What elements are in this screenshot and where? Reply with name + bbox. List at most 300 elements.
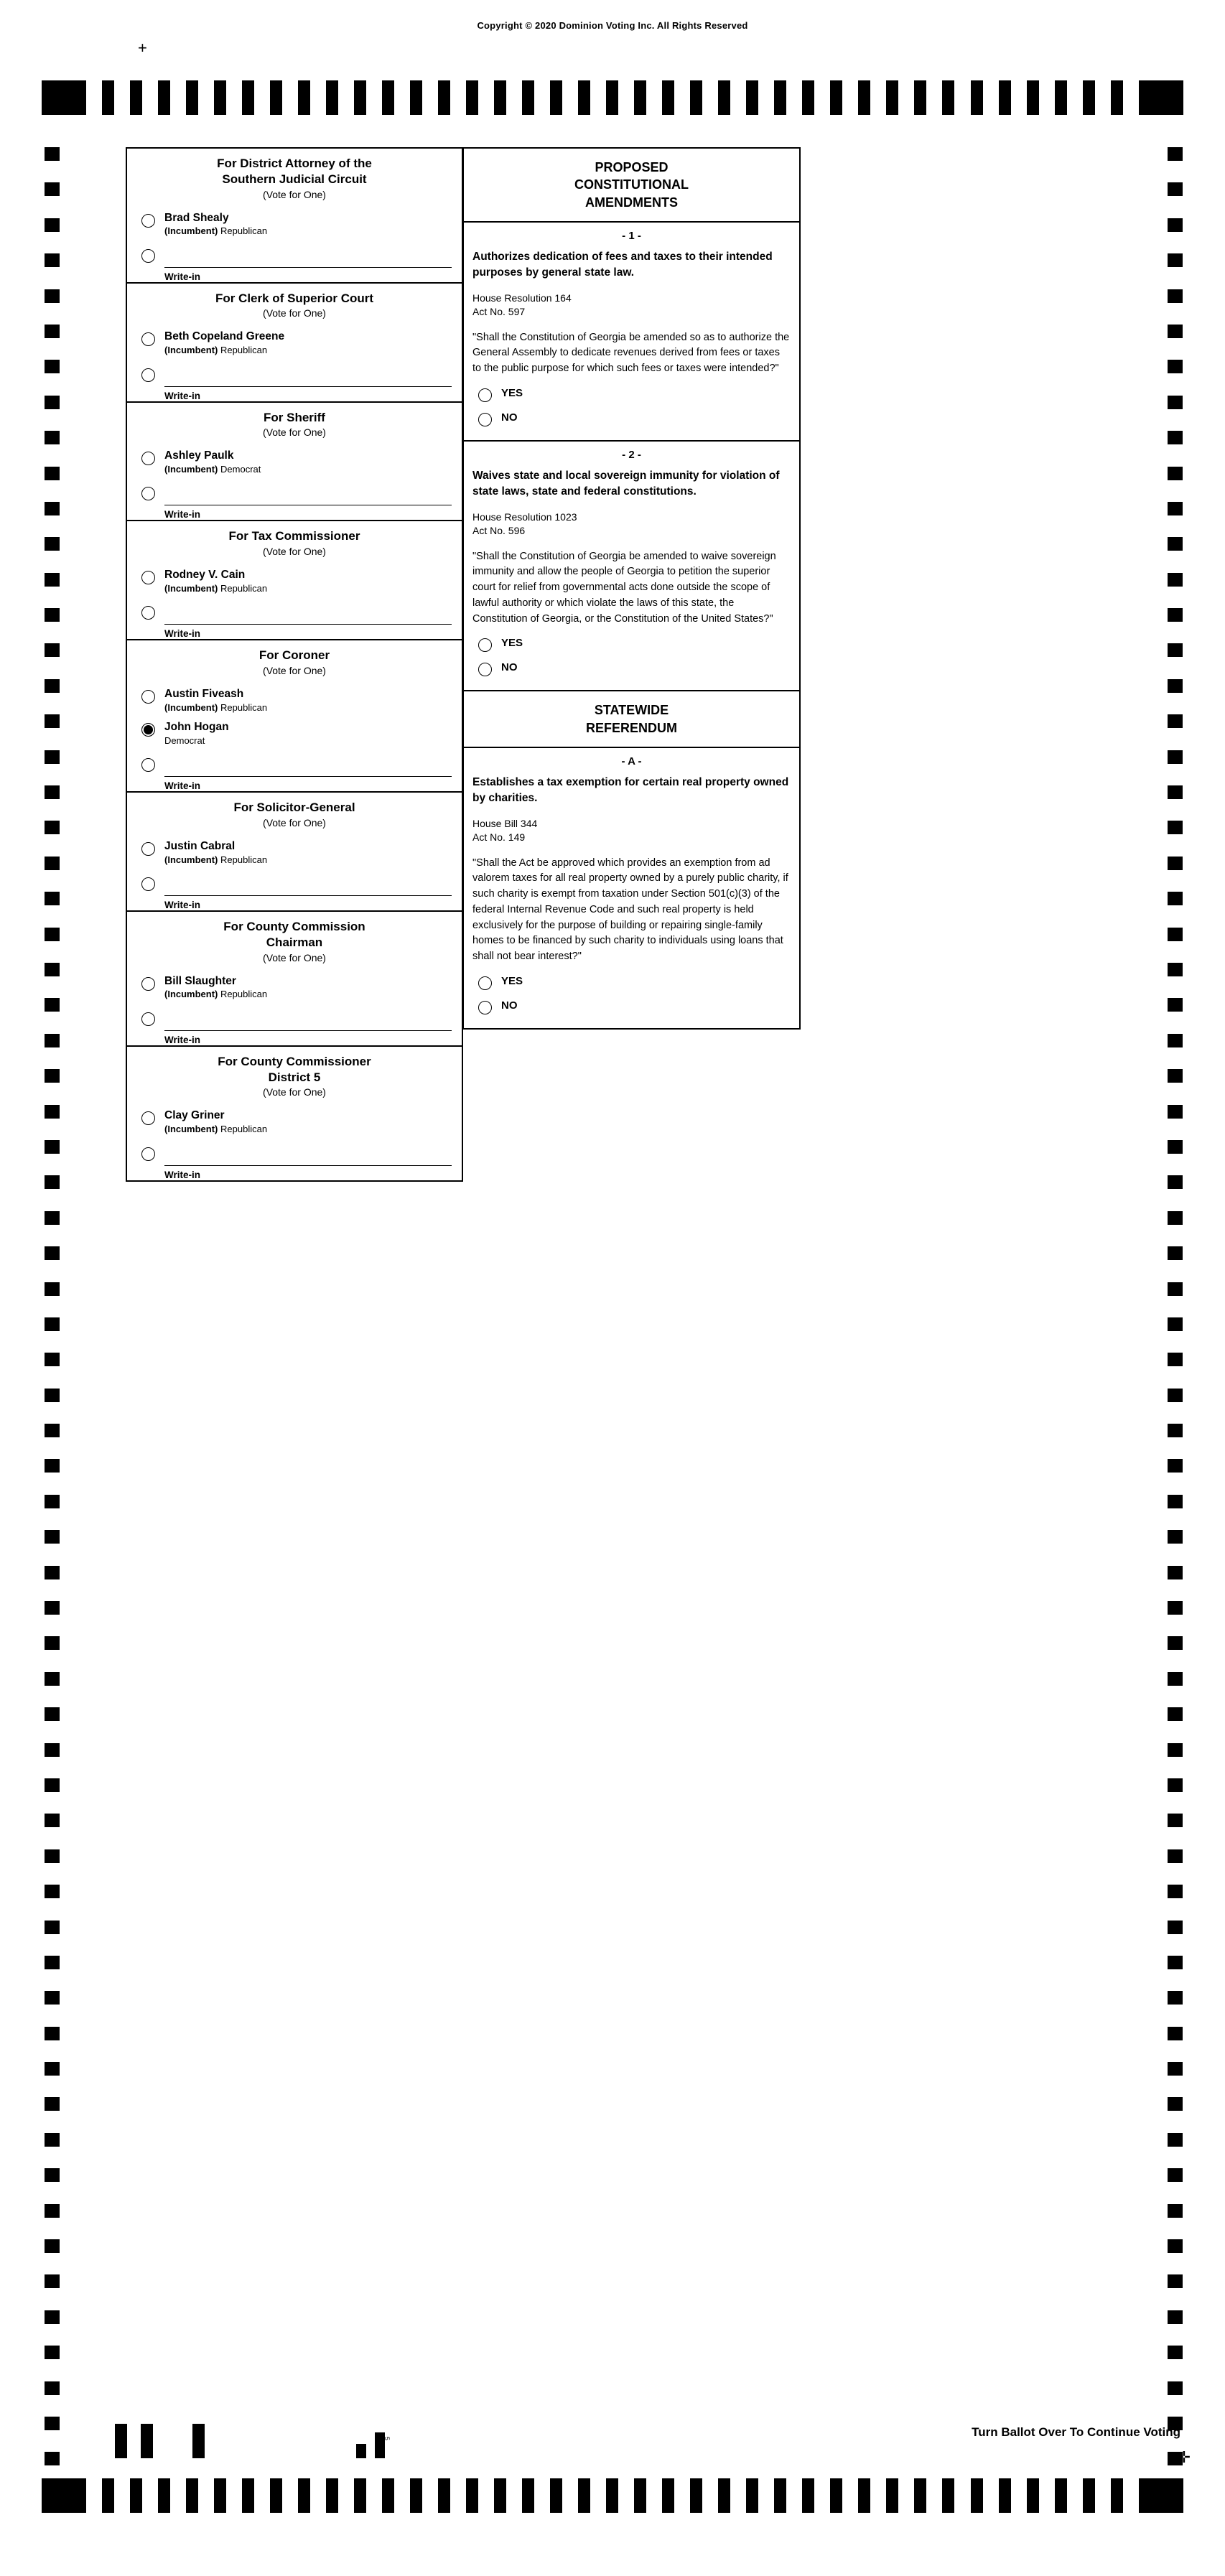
contest-title (127, 284, 462, 307)
timing-mark (45, 2062, 60, 2076)
party-name: Democrat (164, 734, 205, 746)
candidate-party (164, 344, 453, 357)
measure-no-option[interactable] (472, 409, 791, 433)
timing-mark (45, 714, 60, 728)
timing-mark (1168, 1353, 1183, 1366)
write-in-option[interactable] (127, 869, 462, 910)
contest (127, 912, 462, 1047)
candidate-oval[interactable] (141, 571, 155, 584)
timing-mark (522, 80, 534, 115)
timing-mark (410, 80, 422, 115)
measure-number: - A - (621, 755, 642, 767)
measure-reference-line: House Resolution 1023 (472, 510, 577, 523)
timing-mark (130, 80, 142, 115)
timing-mark (1168, 2274, 1183, 2288)
timing-mark (578, 2478, 590, 2513)
timing-mark (494, 80, 506, 115)
timing-mark (1111, 80, 1123, 115)
incumbent-marker: (Incumbent) (164, 463, 218, 475)
timing-mark (45, 1707, 60, 1721)
measure-number: - 1 - (622, 229, 641, 242)
timing-mark (858, 2478, 870, 2513)
timing-mark (1168, 1991, 1183, 2005)
timing-mark (858, 80, 870, 115)
write-in-oval[interactable] (141, 368, 155, 382)
timing-mark (1168, 253, 1183, 267)
measure-yes-oval[interactable] (478, 388, 492, 402)
timing-mark (1083, 2478, 1095, 2513)
candidate-option[interactable] (127, 1105, 462, 1138)
timing-mark (971, 80, 983, 115)
timing-marks-right (1168, 147, 1183, 2466)
write-in-label: Write-in (164, 509, 200, 521)
timing-mark (45, 2274, 60, 2288)
candidate-name: Beth Copeland Greene (164, 330, 285, 343)
contest-title-line: Chairman (266, 935, 323, 949)
timing-mark (1168, 1175, 1183, 1189)
contest (127, 521, 462, 640)
timing-mark (1168, 1636, 1183, 1650)
timing-mark (186, 2478, 198, 2513)
timing-mark (45, 1530, 60, 1544)
timing-mark (45, 431, 60, 444)
party-name: Republican (220, 1123, 268, 1134)
candidate-name: Brad Shealy (164, 211, 229, 224)
timing-mark (45, 1778, 60, 1792)
timing-mark (45, 2168, 60, 2182)
timing-mark (45, 1636, 60, 1650)
contest-title-line: For County Commissioner (218, 1054, 371, 1068)
timing-mark (830, 2478, 842, 2513)
timing-mark (746, 2478, 758, 2513)
timing-mark (1168, 1424, 1183, 1437)
timing-mark (1168, 2346, 1183, 2359)
incumbent-marker: (Incumbent) (164, 1123, 218, 1134)
write-in-line[interactable] (164, 776, 452, 777)
timing-mark (1168, 2133, 1183, 2147)
timing-mark (45, 821, 60, 834)
header-line: REFERENDUM (585, 720, 677, 735)
timing-mark (1168, 573, 1183, 587)
timing-mark (746, 80, 758, 115)
timing-mark (192, 2424, 205, 2458)
incumbent-marker: (Incumbent) (164, 582, 218, 594)
contest-title-line: For Clerk of Superior Court (215, 291, 374, 305)
timing-mark (45, 1211, 60, 1225)
timing-mark (354, 2478, 366, 2513)
write-in-line[interactable] (164, 1030, 452, 1031)
timing-marks-top (42, 80, 1183, 115)
timing-mark (718, 80, 730, 115)
timing-mark (45, 1459, 60, 1473)
timing-mark (45, 1282, 60, 1296)
write-in-line[interactable] (164, 895, 452, 896)
timing-mark (1168, 360, 1183, 373)
ballot-measure (464, 442, 799, 691)
turn-ballot-over-instruction: Turn Ballot Over To Continue Voting (972, 2425, 1180, 2439)
candidate-option[interactable] (127, 445, 462, 478)
candidate-oval[interactable] (141, 1111, 155, 1125)
timing-mark (45, 360, 60, 373)
contest (127, 640, 462, 793)
timing-mark (45, 1140, 60, 1154)
timing-mark (45, 2452, 60, 2465)
timing-mark (45, 573, 60, 587)
timing-mark (1055, 80, 1067, 115)
timing-mark (45, 1175, 60, 1189)
write-in-oval[interactable] (141, 1147, 155, 1161)
timing-mark (45, 2417, 60, 2430)
measure-text: "Shall the Act be approved which provides an exemption from ad valorem taxes for all real property owned by a purely public charity, if such charity is exempt from taxation under Section 501(c)(3) of the federal Internal Revenue Code and such real property is held exclusively for the purpose of building or repairing single-family homes to be financed by such charity to individuals using loans that shall not bear interest?" (472, 857, 788, 963)
timing-mark (1168, 1743, 1183, 1757)
timing-mark (1168, 785, 1183, 799)
measure-yes-label: YES (501, 637, 523, 650)
incumbent-marker: (Incumbent) (164, 344, 218, 355)
write-in-option[interactable] (127, 1004, 462, 1045)
timing-mark (45, 1814, 60, 1827)
candidate-oval[interactable] (141, 842, 155, 856)
timing-mark (1168, 1672, 1183, 1686)
contest-title-line: For Sheriff (264, 410, 325, 424)
contest-title (127, 1047, 462, 1086)
timing-mark (45, 2346, 60, 2359)
timing-mark (141, 2424, 153, 2458)
contest-instruction: (Vote for One) (263, 951, 326, 963)
timing-mark (45, 325, 60, 338)
timing-mark (1168, 1849, 1183, 1863)
candidate-option[interactable] (127, 326, 462, 359)
timing-mark (45, 2133, 60, 2147)
timing-mark (1055, 2478, 1067, 2513)
contest-instruction: (Vote for One) (263, 817, 326, 829)
write-in-oval[interactable] (141, 1012, 155, 1026)
measure-summary: Waives state and local sovereign immunity for violation of state laws, state and federal constitutions. (472, 469, 780, 498)
measure-reference-line: Act No. 597 (472, 305, 526, 317)
timing-mark (354, 80, 366, 115)
measure-no-label: NO (501, 999, 518, 1012)
timing-mark (45, 1424, 60, 1437)
timing-mark (1168, 2027, 1183, 2040)
timing-mark (662, 80, 674, 115)
measure-no-option[interactable] (472, 658, 791, 683)
timing-mark (45, 750, 60, 764)
timing-mark (45, 1246, 60, 1260)
timing-mark (1168, 1956, 1183, 1969)
candidate-option[interactable] (127, 836, 462, 869)
write-in-option[interactable] (127, 1139, 462, 1180)
timing-mark (45, 1034, 60, 1047)
timing-mark (130, 2478, 142, 2513)
candidate-name: Austin Fiveash (164, 688, 244, 701)
timing-mark (1168, 1389, 1183, 1402)
timing-mark (298, 80, 310, 115)
measure-no-option[interactable] (472, 997, 791, 1021)
timing-mark (438, 80, 450, 115)
timing-mark (356, 2444, 366, 2458)
timing-mark (45, 1317, 60, 1331)
ballot-measure (464, 748, 799, 1028)
measure-no-label: NO (501, 661, 518, 674)
contest (127, 793, 462, 912)
contest-instruction: (Vote for One) (263, 188, 326, 200)
contest-title-line: District 5 (268, 1070, 321, 1084)
timing-mark (522, 2478, 534, 2513)
timing-mark (45, 608, 60, 622)
timing-mark (802, 2478, 814, 2513)
header-line: CONSTITUTIONAL (574, 177, 689, 192)
timing-mark (1083, 80, 1095, 115)
timing-mark (1168, 1885, 1183, 1898)
contest-title (127, 403, 462, 426)
timing-mark (45, 963, 60, 976)
contest-title (127, 521, 462, 544)
party-name: Republican (220, 701, 268, 713)
timing-mark (42, 80, 86, 115)
timing-mark (45, 1601, 60, 1615)
timing-mark (382, 80, 394, 115)
measure-yes-option[interactable] (472, 634, 791, 658)
timing-mark (1168, 1246, 1183, 1260)
timing-mark (690, 80, 702, 115)
timing-mark (45, 253, 60, 267)
write-in-label: Write-in (164, 1169, 200, 1180)
measure-no-oval[interactable] (478, 663, 492, 676)
candidate-option[interactable] (127, 683, 462, 717)
timing-mark (634, 2478, 646, 2513)
candidate-oval[interactable] (141, 452, 155, 465)
write-in-oval[interactable] (141, 487, 155, 500)
timing-mark (1168, 218, 1183, 232)
timing-mark (45, 643, 60, 657)
measure-reference-line: House Resolution 164 (472, 291, 572, 304)
contest-instruction: (Vote for One) (263, 665, 326, 677)
timing-mark (1168, 1921, 1183, 1934)
write-in-oval[interactable] (141, 877, 155, 891)
timing-mark (158, 2478, 170, 2513)
registration-mark-icon: ✛ (1177, 2448, 1191, 2466)
timing-mark (999, 2478, 1011, 2513)
timing-mark (1168, 750, 1183, 764)
timing-mark (45, 502, 60, 515)
measure-summary: Authorizes dedication of fees and taxes to their intended purposes by general state law. (472, 250, 773, 279)
timing-mark (1168, 467, 1183, 480)
timing-mark (1168, 608, 1183, 622)
measure-no-label: NO (501, 411, 518, 424)
write-in-oval[interactable] (141, 606, 155, 620)
measure-reference (472, 817, 791, 844)
candidate-oval[interactable] (141, 723, 155, 737)
timing-mark (1168, 1317, 1183, 1331)
timing-mark (42, 2478, 86, 2513)
contest (127, 1047, 462, 1180)
timing-mark (45, 1566, 60, 1579)
timing-mark (186, 80, 198, 115)
timing-mark (45, 1353, 60, 1366)
measure-yes-option[interactable] (472, 972, 791, 997)
incumbent-marker: (Incumbent) (164, 225, 218, 237)
timing-mark (45, 1921, 60, 1934)
timing-mark (45, 928, 60, 941)
timing-mark (1168, 431, 1183, 444)
timing-marks-left (45, 147, 60, 2466)
statewide-referendum-header (464, 691, 799, 748)
timing-mark (1168, 1211, 1183, 1225)
write-in-option[interactable] (127, 750, 462, 791)
write-in-line[interactable] (164, 1165, 452, 1166)
timing-mark (1168, 396, 1183, 409)
measure-text: "Shall the Constitution of Georgia be amended so as to authorize the General Assembly to dedicate revenues derived from fees or taxes to the public purpose for which such fees or taxes were intended?" (472, 331, 790, 375)
timing-mark (774, 2478, 786, 2513)
write-in-option[interactable] (127, 360, 462, 401)
timing-mark (45, 1069, 60, 1083)
timing-mark (1168, 1105, 1183, 1119)
measure-yes-option[interactable] (472, 384, 791, 409)
candidate-oval[interactable] (141, 332, 155, 346)
timing-mark (45, 2310, 60, 2324)
contest-title (127, 912, 462, 951)
party-name: Republican (220, 344, 268, 355)
timing-mark (1168, 892, 1183, 905)
contest-title (127, 793, 462, 816)
timing-mark (115, 2424, 127, 2458)
timing-mark (1168, 857, 1183, 870)
candidate-oval[interactable] (141, 690, 155, 704)
candidate-name: Clay Griner (164, 1109, 225, 1122)
candidate-party (164, 701, 453, 714)
write-in-oval[interactable] (141, 249, 155, 263)
header-line: AMENDMENTS (585, 195, 678, 210)
timing-mark (298, 2478, 310, 2513)
contest-title-line: Southern Judicial Circuit (222, 172, 367, 186)
timing-mark (45, 2204, 60, 2218)
timing-mark (214, 80, 226, 115)
candidate-name: Justin Cabral (164, 840, 236, 853)
timing-mark (102, 80, 114, 115)
timing-mark (1168, 147, 1183, 161)
timing-mark (270, 80, 282, 115)
timing-mark (45, 1956, 60, 1969)
candidate-party (164, 463, 453, 476)
timing-mark (1168, 289, 1183, 303)
candidate-party (164, 854, 453, 867)
timing-mark (102, 2478, 114, 2513)
candidate-oval[interactable] (141, 214, 155, 228)
timing-mark (45, 892, 60, 905)
timing-mark (942, 80, 954, 115)
ballot-measure (464, 223, 799, 442)
write-in-oval[interactable] (141, 758, 155, 772)
ballot-left-column (126, 147, 463, 1182)
contest (127, 149, 462, 284)
measure-yes-oval[interactable] (478, 976, 492, 990)
contest-title-line: For District Attorney of the (217, 157, 372, 170)
timing-mark (1168, 821, 1183, 834)
timing-mark (1168, 1530, 1183, 1544)
timing-mark (662, 2478, 674, 2513)
timing-marks-bottom (42, 2478, 1183, 2513)
timing-mark (45, 537, 60, 551)
measure-reference-line: Act No. 149 (472, 831, 526, 843)
timing-mark (1168, 2381, 1183, 2395)
timing-mark (802, 80, 814, 115)
timing-mark (270, 2478, 282, 2513)
measure-no-oval[interactable] (478, 1001, 492, 1014)
timing-mark (1027, 80, 1039, 115)
timing-mark (45, 467, 60, 480)
timing-mark (1168, 1566, 1183, 1579)
timing-mark (326, 80, 338, 115)
timing-mark (1168, 1778, 1183, 1792)
contest-title-line: For Solicitor-General (233, 801, 355, 815)
candidate-option[interactable] (127, 207, 462, 241)
timing-mark (45, 785, 60, 799)
timing-mark (45, 998, 60, 1012)
candidate-option[interactable] (127, 564, 462, 597)
header-line: PROPOSED (595, 160, 669, 174)
measure-reference (472, 510, 791, 538)
timing-mark (1168, 1601, 1183, 1615)
contest-instruction: (Vote for One) (263, 426, 326, 439)
ballot-page-number: 5 (383, 2437, 391, 2441)
party-name: Republican (220, 854, 268, 865)
write-in-line[interactable] (164, 386, 452, 387)
timing-mark (1168, 1140, 1183, 1154)
timing-mark (1168, 1814, 1183, 1827)
timing-mark (242, 2478, 254, 2513)
candidate-option[interactable] (127, 971, 462, 1004)
write-in-line[interactable] (164, 624, 452, 625)
timing-mark (1168, 1459, 1183, 1473)
timing-mark (466, 2478, 478, 2513)
timing-mark (494, 2478, 506, 2513)
write-in-label: Write-in (164, 628, 200, 640)
timing-mark (1168, 2168, 1183, 2182)
timing-mark (690, 2478, 702, 2513)
timing-mark (1168, 2204, 1183, 2218)
measure-no-oval[interactable] (478, 413, 492, 426)
candidate-name: Bill Slaughter (164, 974, 236, 987)
measure-reference (472, 291, 791, 319)
timing-mark (242, 80, 254, 115)
timing-mark (1168, 2310, 1183, 2324)
candidate-oval[interactable] (141, 977, 155, 991)
timing-mark (1168, 2239, 1183, 2253)
measure-yes-oval[interactable] (478, 638, 492, 652)
timing-mark (45, 289, 60, 303)
alignment-plus-mark: + (138, 39, 147, 57)
timing-mark (1168, 502, 1183, 515)
measure-text: "Shall the Constitution of Georgia be amended to waive sovereign immunity and allow the people of Georgia to petition the superior court for relief from governmental acts done outside the scope of lawful authority or which violate the laws of this state, the Constitution of Georgia, or the Constitution of the United States?" (472, 550, 776, 625)
timing-mark (914, 2478, 926, 2513)
contest-instruction: (Vote for One) (263, 1086, 326, 1098)
write-in-label: Write-in (164, 390, 200, 401)
timing-mark (578, 80, 590, 115)
write-in-label: Write-in (164, 1034, 200, 1045)
write-in-line[interactable] (164, 267, 452, 268)
proposed-amendments-header (464, 149, 799, 223)
timing-mark (1168, 1495, 1183, 1508)
write-in-option[interactable] (127, 241, 462, 282)
write-in-option[interactable] (127, 597, 462, 639)
timing-mark (999, 80, 1011, 115)
incumbent-marker: (Incumbent) (164, 989, 218, 1000)
write-in-option[interactable] (127, 478, 462, 520)
timing-mark (830, 80, 842, 115)
candidate-option[interactable] (127, 717, 462, 750)
contest-title (127, 149, 462, 187)
write-in-label: Write-in (164, 271, 200, 282)
timing-mark (45, 1991, 60, 2005)
